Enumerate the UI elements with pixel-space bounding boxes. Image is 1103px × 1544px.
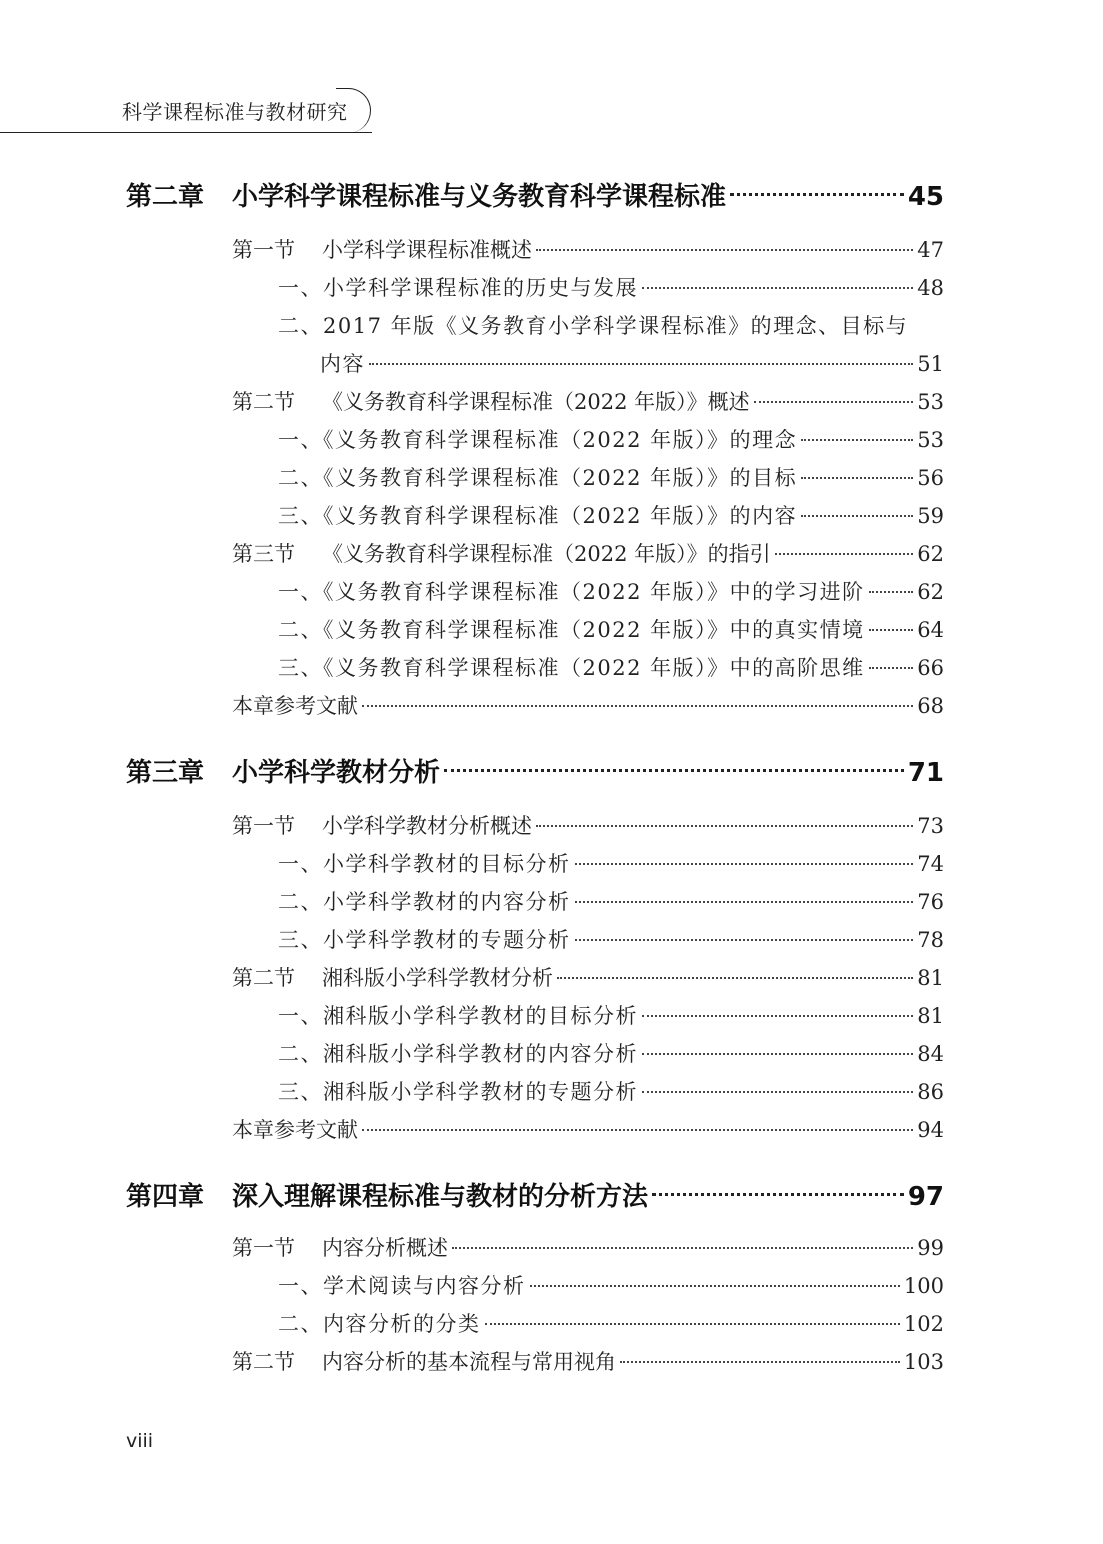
item-number: 二、: [278, 890, 323, 914]
item-number: 一、: [278, 580, 323, 604]
dot-leader: [362, 705, 913, 707]
item-title: 湘科版小学科学教材的专题分析: [323, 1080, 638, 1104]
page-number: 81: [917, 1004, 944, 1028]
item-title: 学术阅读与内容分析: [323, 1274, 526, 1298]
dot-leader: [536, 249, 913, 251]
item-number: 一、: [278, 1274, 323, 1298]
page-number: 62: [917, 542, 944, 566]
chapter-title: 小学科学课程标准与义务教育科学课程标准: [232, 182, 727, 212]
toc-section[interactable]: [232, 1346, 944, 1376]
page-number: 59: [917, 504, 944, 528]
toc-item[interactable]: [278, 272, 944, 302]
dot-leader: [754, 401, 914, 403]
toc-item[interactable]: [278, 1270, 944, 1300]
dot-leader: [452, 1247, 913, 1249]
item-title: 湘科版小学科学教材的内容分析: [323, 1042, 638, 1066]
chapter-number: 第四章: [126, 1182, 205, 1212]
section-title: 内容分析概述: [322, 1236, 448, 1260]
item-title: 内容分析的分类: [323, 1312, 481, 1336]
item-title: 《义务教育科学课程标准（2022 年版）》中的学习进阶: [323, 580, 865, 604]
section-number: 第二节: [232, 966, 295, 990]
dot-leader: [575, 901, 914, 903]
chapter-title: 深入理解课程标准与教材的分析方法: [232, 1182, 649, 1212]
dot-leader: [575, 939, 914, 941]
dot-leader: [801, 515, 913, 517]
toc-references[interactable]: [232, 1114, 944, 1144]
item-title-continued: 内容: [320, 352, 365, 376]
section-title: 小学科学教材分析概述: [322, 814, 532, 838]
page-number: 45: [907, 182, 944, 212]
toc-item[interactable]: [278, 1308, 944, 1338]
dot-leader: [575, 863, 914, 865]
toc-item[interactable]: [278, 1000, 944, 1030]
toc-section[interactable]: [232, 538, 944, 568]
toc-chapter-4[interactable]: [126, 1176, 944, 1216]
item-title: 小学科学教材的目标分析: [323, 852, 571, 876]
page-number: 74: [917, 852, 944, 876]
toc-item[interactable]: [278, 462, 944, 492]
dot-leader: [642, 287, 913, 289]
dot-leader: [869, 629, 914, 631]
item-number: 一、: [278, 428, 323, 452]
chapter-number: 第三章: [126, 758, 205, 788]
section-number: 第三节: [232, 542, 295, 566]
page-number: 81: [917, 966, 944, 990]
item-title: 湘科版小学科学教材的目标分析: [323, 1004, 638, 1028]
toc-item[interactable]: [278, 424, 944, 454]
toc-item[interactable]: [278, 576, 944, 606]
references-title: 本章参考文献: [232, 1118, 358, 1142]
section-title: 《义务教育科学课程标准（2022 年版）》概述: [322, 390, 750, 414]
dot-leader: [801, 477, 913, 479]
item-title: 《义务教育科学课程标准（2022 年版）》的理念: [323, 428, 798, 452]
chapter-title: 小学科学教材分析: [232, 758, 441, 788]
item-title: 《义务教育科学课程标准（2022 年版）》的内容: [323, 504, 798, 528]
dot-leader: [642, 1053, 913, 1055]
toc-item[interactable]: [278, 652, 944, 682]
section-number: 第二节: [232, 1350, 295, 1374]
toc-item-line1[interactable]: [278, 310, 908, 340]
section-title: 《义务教育科学课程标准（2022 年版）》的指引: [322, 542, 771, 566]
dot-leader: [536, 825, 913, 827]
toc-section[interactable]: [232, 1232, 944, 1262]
folio-page-number: viii: [126, 1430, 154, 1452]
page-number: 62: [917, 580, 944, 604]
dot-leader: [869, 591, 914, 593]
dot-leader: [801, 439, 913, 441]
dot-leader: [530, 1285, 900, 1287]
item-number: 一、: [278, 276, 323, 300]
item-title: 《义务教育科学课程标准（2022 年版）》中的高阶思维: [323, 656, 865, 680]
toc-item-continuation[interactable]: [320, 348, 944, 378]
dot-leader: [485, 1323, 900, 1325]
dot-leader: [642, 1015, 913, 1017]
section-title: 小学科学课程标准概述: [322, 238, 532, 262]
item-title: 《义务教育科学课程标准（2022 年版）》中的真实情境: [323, 618, 865, 642]
item-number: 一、: [278, 852, 323, 876]
toc-chapter-2[interactable]: [126, 176, 944, 216]
page-number: 71: [907, 758, 944, 788]
toc-section[interactable]: [232, 234, 944, 264]
chapter-number: 第二章: [126, 182, 205, 212]
item-title: 小学科学课程标准的历史与发展: [323, 276, 638, 300]
item-title: 2017 年版《义务教育小学科学课程标准》的理念、目标与: [323, 314, 909, 338]
page-number: 68: [917, 694, 944, 718]
dot-leader: [444, 769, 904, 772]
toc-section[interactable]: [232, 810, 944, 840]
section-number: 第一节: [232, 1236, 295, 1260]
page-number: 103: [903, 1350, 944, 1374]
references-title: 本章参考文献: [232, 694, 358, 718]
page-number: 94: [917, 1118, 944, 1142]
page-number: 100: [903, 1274, 944, 1298]
dot-leader: [369, 363, 913, 365]
dot-leader: [869, 667, 914, 669]
page-number: 102: [903, 1312, 944, 1336]
toc-item[interactable]: [278, 1076, 944, 1106]
page-number: 97: [907, 1182, 944, 1212]
item-number: 三、: [278, 928, 323, 952]
page-number: 99: [917, 1236, 944, 1260]
toc-chapter-3[interactable]: [126, 752, 944, 792]
page-number: 86: [917, 1080, 944, 1104]
toc-section[interactable]: [232, 962, 944, 992]
dot-leader: [730, 193, 904, 196]
item-title: 小学科学教材的内容分析: [323, 890, 571, 914]
page-number: 64: [917, 618, 944, 642]
book-title: 科学课程标准与教材研究: [122, 100, 348, 124]
toc-item[interactable]: [278, 886, 944, 916]
toc-references[interactable]: [232, 690, 944, 720]
toc-item[interactable]: [278, 1038, 944, 1068]
dot-leader: [557, 977, 913, 979]
item-number: 二、: [278, 1312, 323, 1336]
dot-leader: [775, 553, 914, 555]
page-number: 53: [917, 428, 944, 452]
dot-leader: [620, 1361, 900, 1363]
page-number: 78: [917, 928, 944, 952]
page-number: 56: [917, 466, 944, 490]
page-number: 84: [917, 1042, 944, 1066]
toc-item[interactable]: [278, 924, 944, 954]
page-number: 51: [917, 352, 944, 376]
item-number: 三、: [278, 1080, 323, 1104]
dot-leader: [642, 1091, 913, 1093]
page-number: 53: [917, 390, 944, 414]
dot-leader: [652, 1193, 904, 1196]
page-number: 66: [917, 656, 944, 680]
toc-item[interactable]: [278, 500, 944, 530]
page-number: 73: [917, 814, 944, 838]
item-number: 二、: [278, 1042, 323, 1066]
page-number: 48: [917, 276, 944, 300]
item-number: 三、: [278, 504, 323, 528]
toc-section[interactable]: [232, 386, 944, 416]
toc-item[interactable]: [278, 614, 944, 644]
page-number: 47: [917, 238, 944, 262]
item-title: 小学科学教材的专题分析: [323, 928, 571, 952]
item-number: 三、: [278, 656, 323, 680]
section-number: 第一节: [232, 238, 295, 262]
section-title: 湘科版小学科学教材分析: [322, 966, 553, 990]
item-number: 二、: [278, 314, 323, 338]
section-title: 内容分析的基本流程与常用视角: [322, 1350, 616, 1374]
dot-leader: [362, 1129, 913, 1131]
section-number: 第一节: [232, 814, 295, 838]
item-number: 二、: [278, 618, 323, 642]
item-number: 二、: [278, 466, 323, 490]
item-title: 《义务教育科学课程标准（2022 年版）》的目标: [323, 466, 798, 490]
section-number: 第二节: [232, 390, 295, 414]
item-number: 一、: [278, 1004, 323, 1028]
toc-item[interactable]: [278, 848, 944, 878]
page-number: 76: [917, 890, 944, 914]
